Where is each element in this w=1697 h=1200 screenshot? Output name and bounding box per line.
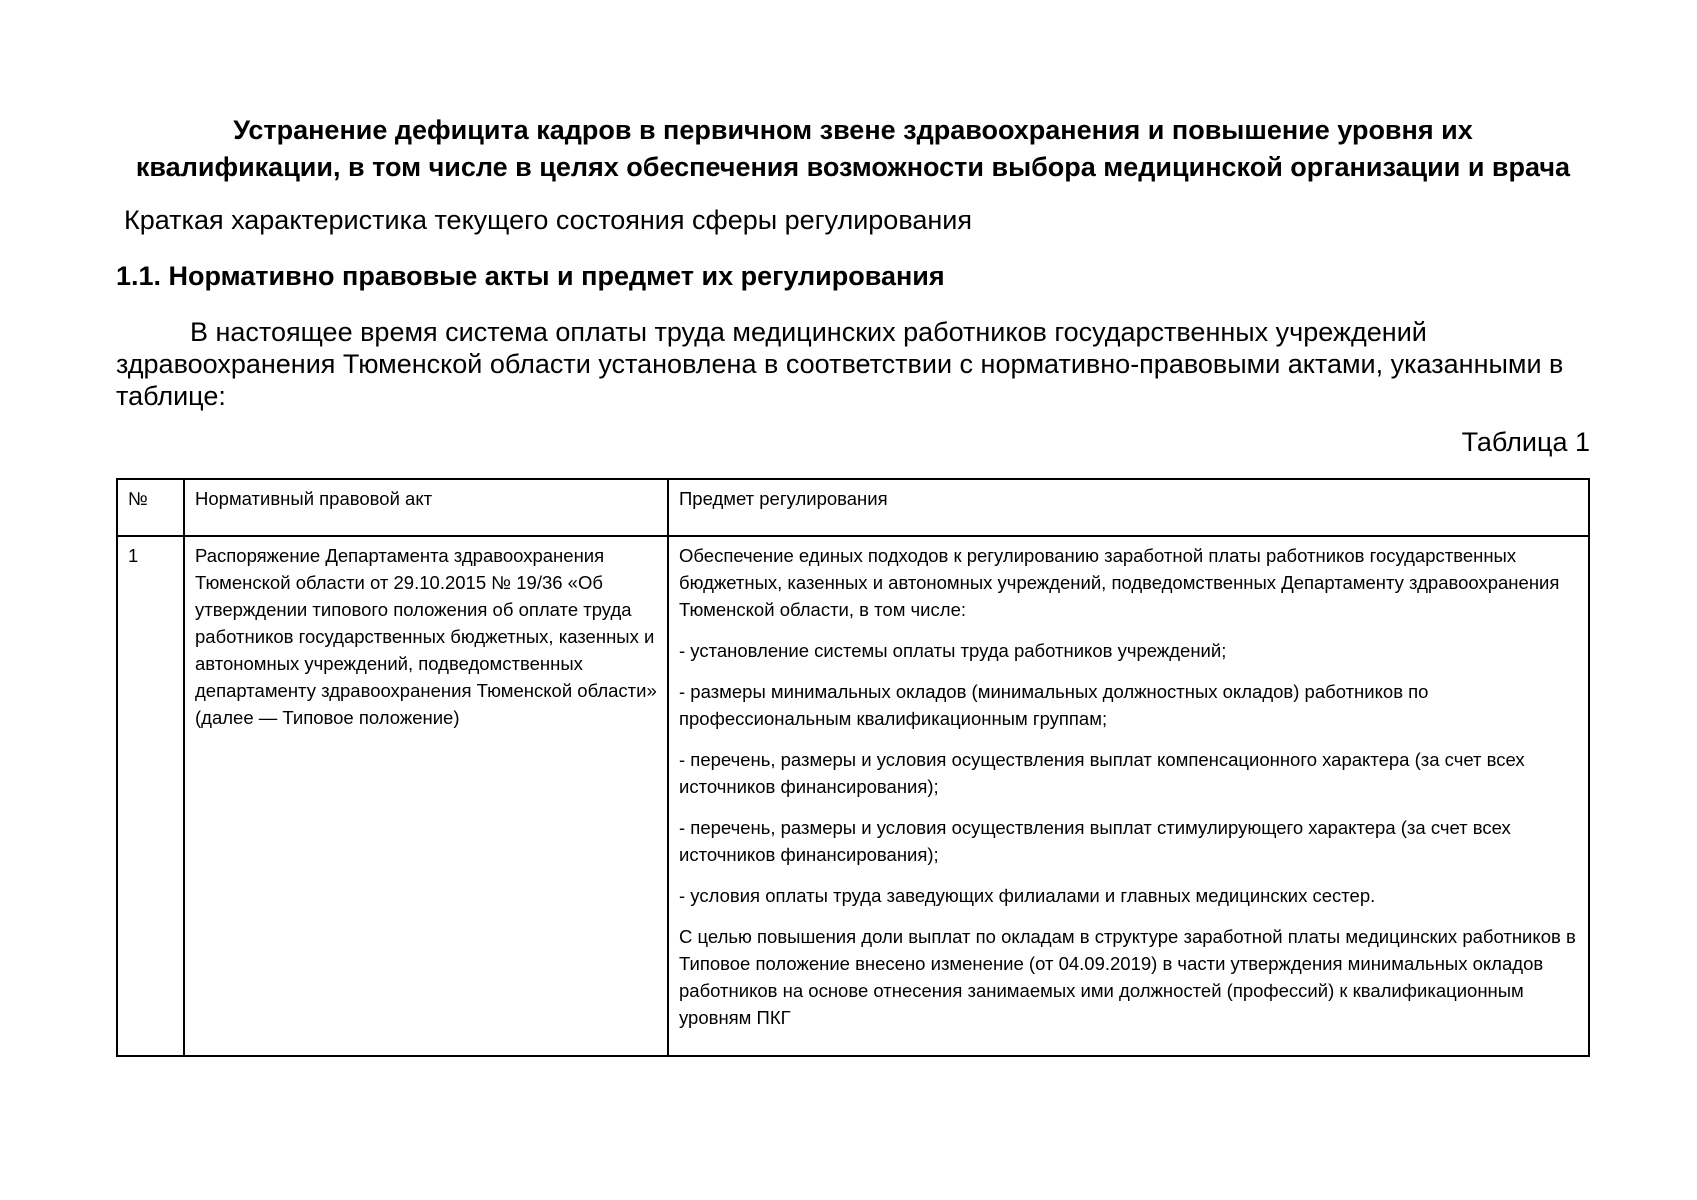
legal-acts-table (116, 478, 1590, 1057)
row-act: Распоряжение Департамента здравоохранения Тюменской области от 29.10.2015 № 19/36 «Об утверждении типового положения об оплате труда работников государственных бюджетных, казенных и автономных учреждений, подведомственных департаменту здравоохранения Тюменской области» (далее — Типовое положение) (184, 536, 668, 1056)
document-page (116, 112, 1590, 1057)
document-title: Устранение дефицита кадров в первичном звене здравоохранения и повышение уровня их квалификации, в том числе в целях обеспечения возможности выбора медицинской организации и врача (135, 115, 1571, 182)
header-subject: Предмет регулирования (668, 479, 1589, 536)
subject-paragraph: - условия оплаты труда заведующих филиалами и главных медицинских сестер. (679, 885, 1376, 906)
section-lead: Краткая характеристика текущего состояния сферы регулирования (124, 205, 972, 235)
table-header-row (117, 479, 1589, 536)
row-number: 1 (117, 536, 184, 1056)
subject-paragraph: - перечень, размеры и условия осуществления выплат стимулирующего характера (за счет всех источников финансирования); (679, 817, 1511, 865)
row-subject (668, 536, 1589, 1056)
subject-paragraph: - перечень, размеры и условия осуществления выплат компенсационного характера (за счет всех источников финансирования); (679, 749, 1525, 797)
table-caption: Таблица 1 (1461, 427, 1590, 457)
header-number: № (117, 479, 184, 536)
subject-paragraph: С целью повышения доли выплат по окладам в структуре заработной платы медицинских работников в Типовое положение внесено изменение (от 04.09.2019) в части утверждения минимальных окладов работников на основе отнесения занимаемых ими должностей (профессий) к квалификационным уровням ПКГ (679, 926, 1576, 1028)
subject-paragraph: - установление системы оплаты труда работников учреждений; (679, 640, 1227, 661)
subsection-title: 1.1. Нормативно правовые акты и предмет их регулирования (116, 261, 945, 291)
intro-paragraph: В настоящее время система оплаты труда медицинских работников государственных учреждений здравоохранения Тюменской области установлена в соответствии с нормативно-правовыми актами, указанными в таблице: (116, 317, 1564, 411)
subject-paragraph: Обеспечение единых подходов к регулированию заработной платы работников государственных бюджетных, казенных и автономных учреждений, подведомственных Департаменту здравоохранения Тюменской области, в том числе: (679, 545, 1560, 620)
table-row (117, 536, 1589, 1056)
subject-paragraph: - размеры минимальных окладов (минимальных должностных окладов) работников по профессиональным квалификационным группам; (679, 681, 1429, 729)
header-act: Нормативный правовой акт (184, 479, 668, 536)
